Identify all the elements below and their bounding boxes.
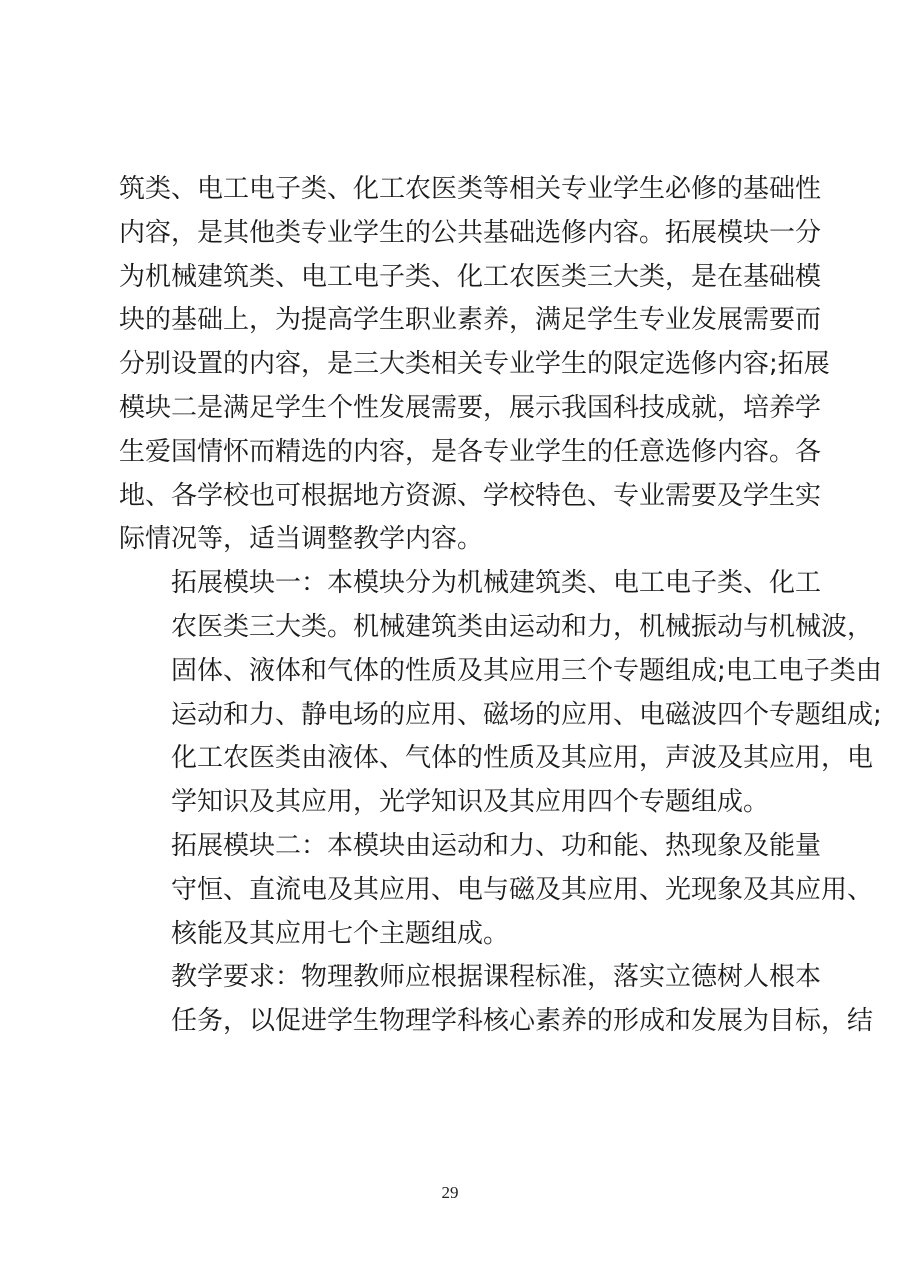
text-line: 拓展模块二：本模块由运动和力、功和能、热现象及能量 [171,830,822,861]
text-line: 筑类、电工电子类、化工农医类等相关专业学生必修的基础性 [119,174,822,204]
text-line: 农医类三大类。机械建筑类由运动和力，机械振动与机械波， [171,611,874,642]
text-line: 模块二是满足学生个性发展需要，展示我国科技成就，培养学 [119,392,822,423]
text-line: 固体、液体和气体的性质及其应用三个专题组成;电工电子类由 [171,655,882,686]
text-line: 分别设置的内容，是三大类相关专业学生的限定选修内容;拓展 [119,349,830,380]
page-number: 29 [441,1183,459,1202]
text-line: 化工农医类由液体、气体的性质及其应用，声波及其应用，电 [171,743,874,774]
paragraph [119,825,874,956]
text-line: 地、各学校也可根据地方资源、学校特色、专业需要及学生实 [119,480,822,511]
text-line: 内容，是其他类专业学生的公共基础选修内容。拓展模块一分 [119,217,822,248]
body-text [119,168,882,1044]
text-line: 守恒、直流电及其应用、电与磁及其应用、光现象及其应用、 [171,874,874,905]
text-line: 块的基础上，为提高学生职业素养，满足学生专业发展需要而 [119,305,822,336]
paragraph [119,562,882,825]
paragraph [119,956,874,1044]
paragraph [119,168,830,562]
text-line: 教学要求：物理教师应根据课程标准，落实立德树人根本 [171,962,822,993]
text-line: 核能及其应用七个主题组成。 [171,918,510,949]
text-line: 生爱国情怀而精选的内容，是各专业学生的任意选修内容。各 [119,436,822,467]
text-line: 运动和力、静电场的应用、磁场的应用、电磁波四个专题组成; [171,699,882,730]
text-line: 任务，以促进学生物理学科核心素养的形成和发展为目标，结 [171,1006,874,1037]
text-line: 拓展模块一：本模块分为机械建筑类、电工电子类、化工 [171,568,822,599]
text-line: 学知识及其应用，光学知识及其应用四个专题组成。 [171,787,770,818]
text-line: 际情况等，适当调整教学内容。 [119,524,484,555]
text-line: 为机械建筑类、电工电子类、化工农医类三大类，是在基础模 [119,261,822,292]
